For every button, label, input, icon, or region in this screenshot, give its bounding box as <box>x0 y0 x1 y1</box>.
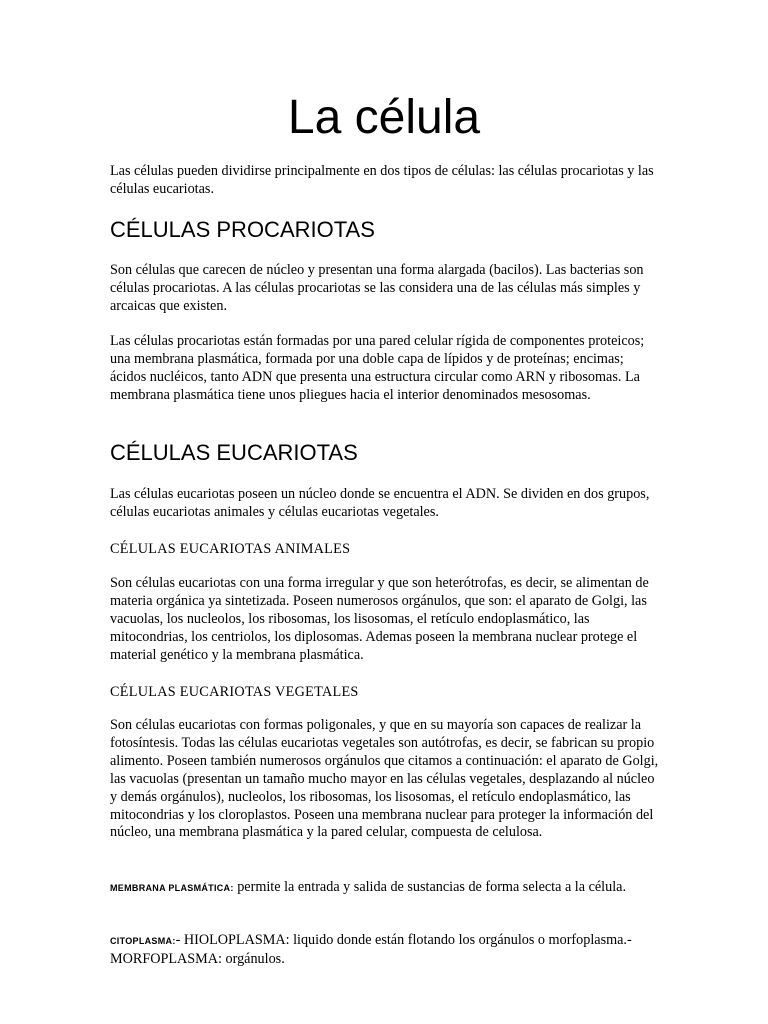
membrana-label: MEMBRANA PLASMÁTICA: <box>110 883 234 893</box>
membrana-text: permite la entrada y salida de sustancias de forma selecta a la célula. <box>233 879 626 895</box>
subheading-animales: CÉLULAS EUCARIOTAS ANIMALES <box>110 541 351 557</box>
procariotas-paragraph-2: Las células procariotas están formadas por una pared celular rígida de componentes proteicos; una membrana plasmática, formada por una doble capa de lípidos y de proteínas; encimas; ácidos nucléicos, tanto ADN que presenta una estructura circular como ARN y ribosomas. La membrana plasmática tiene unos pliegues hacia el interior denominados mesosomas. <box>110 333 645 403</box>
intro-paragraph: Las células pueden dividirse principalmente en dos tipos de células: las células procariotas y las células eucariotas. <box>110 163 654 197</box>
page-title: La célula <box>287 91 481 144</box>
citoplasma-paragraph <box>110 932 662 969</box>
section-heading-procariotas: CÉLULAS PROCARIOTAS <box>110 217 375 242</box>
vegetales-paragraph: Son células eucariotas con formas poligonales, y que en su mayoría son capaces de realizar la fotosíntesis. Todas las células eucariotas vegetales son autótrofas, es decir, se fabrican su propio alimento. Poseen también numerosos orgánulos que citamos a continuación: el aparato de Golgi, las vacuolas (presentan un tamaño mucho mayor en las células vegetales, desplazando al núcleo y demás orgánulos), nucleolos, los ribosomas, los lisosomas, el retículo endoplasmático, las mitocondrias y los cloroplastos. Poseen una membrana nuclear para proteger la información del núcleo, una membrana plasmática y la pared celular, compuesta de celulosa. <box>110 717 659 841</box>
subheading-vegetales: CÉLULAS EUCARIOTAS VEGETALES <box>110 684 359 700</box>
eucariotas-paragraph-1: Las células eucariotas poseen un núcleo donde se encuentra el ADN. Se dividen en dos grupos, células eucariotas animales y células eucariotas vegetales. <box>110 486 650 520</box>
membrana-paragraph <box>110 879 662 898</box>
section-heading-eucariotas: CÉLULAS EUCARIOTAS <box>110 440 358 465</box>
procariotas-paragraph-1: Son células que carecen de núcleo y presentan una forma alargada (bacilos). Las bacterias son células procariotas. A las células procariotas se las considera una de las células más simples y arcaicas que existen. <box>110 262 644 314</box>
animales-paragraph: Son células eucariotas con una forma irregular y que son heterótrofas, es decir, se alimentan de materia orgánica ya sintetizada. Poseen numerosos orgánulos, que son: el aparato de Golgi, las vacuolas, los nucleolos, los ribosomas, los lisosomas, el retículo endoplasmático, las mitocondrias, los centriolos, los diplosomas. Ademas poseen la membrana nuclear protege el material genético y la membrana plasmática. <box>110 575 649 663</box>
citoplasma-text: - HIOLOPLASMA: liquido donde están flotando los orgánulos o morfoplasma.- MORFOPLASMA: orgánulos. <box>110 932 632 967</box>
citoplasma-label: CITOPLASMA: <box>110 936 176 946</box>
